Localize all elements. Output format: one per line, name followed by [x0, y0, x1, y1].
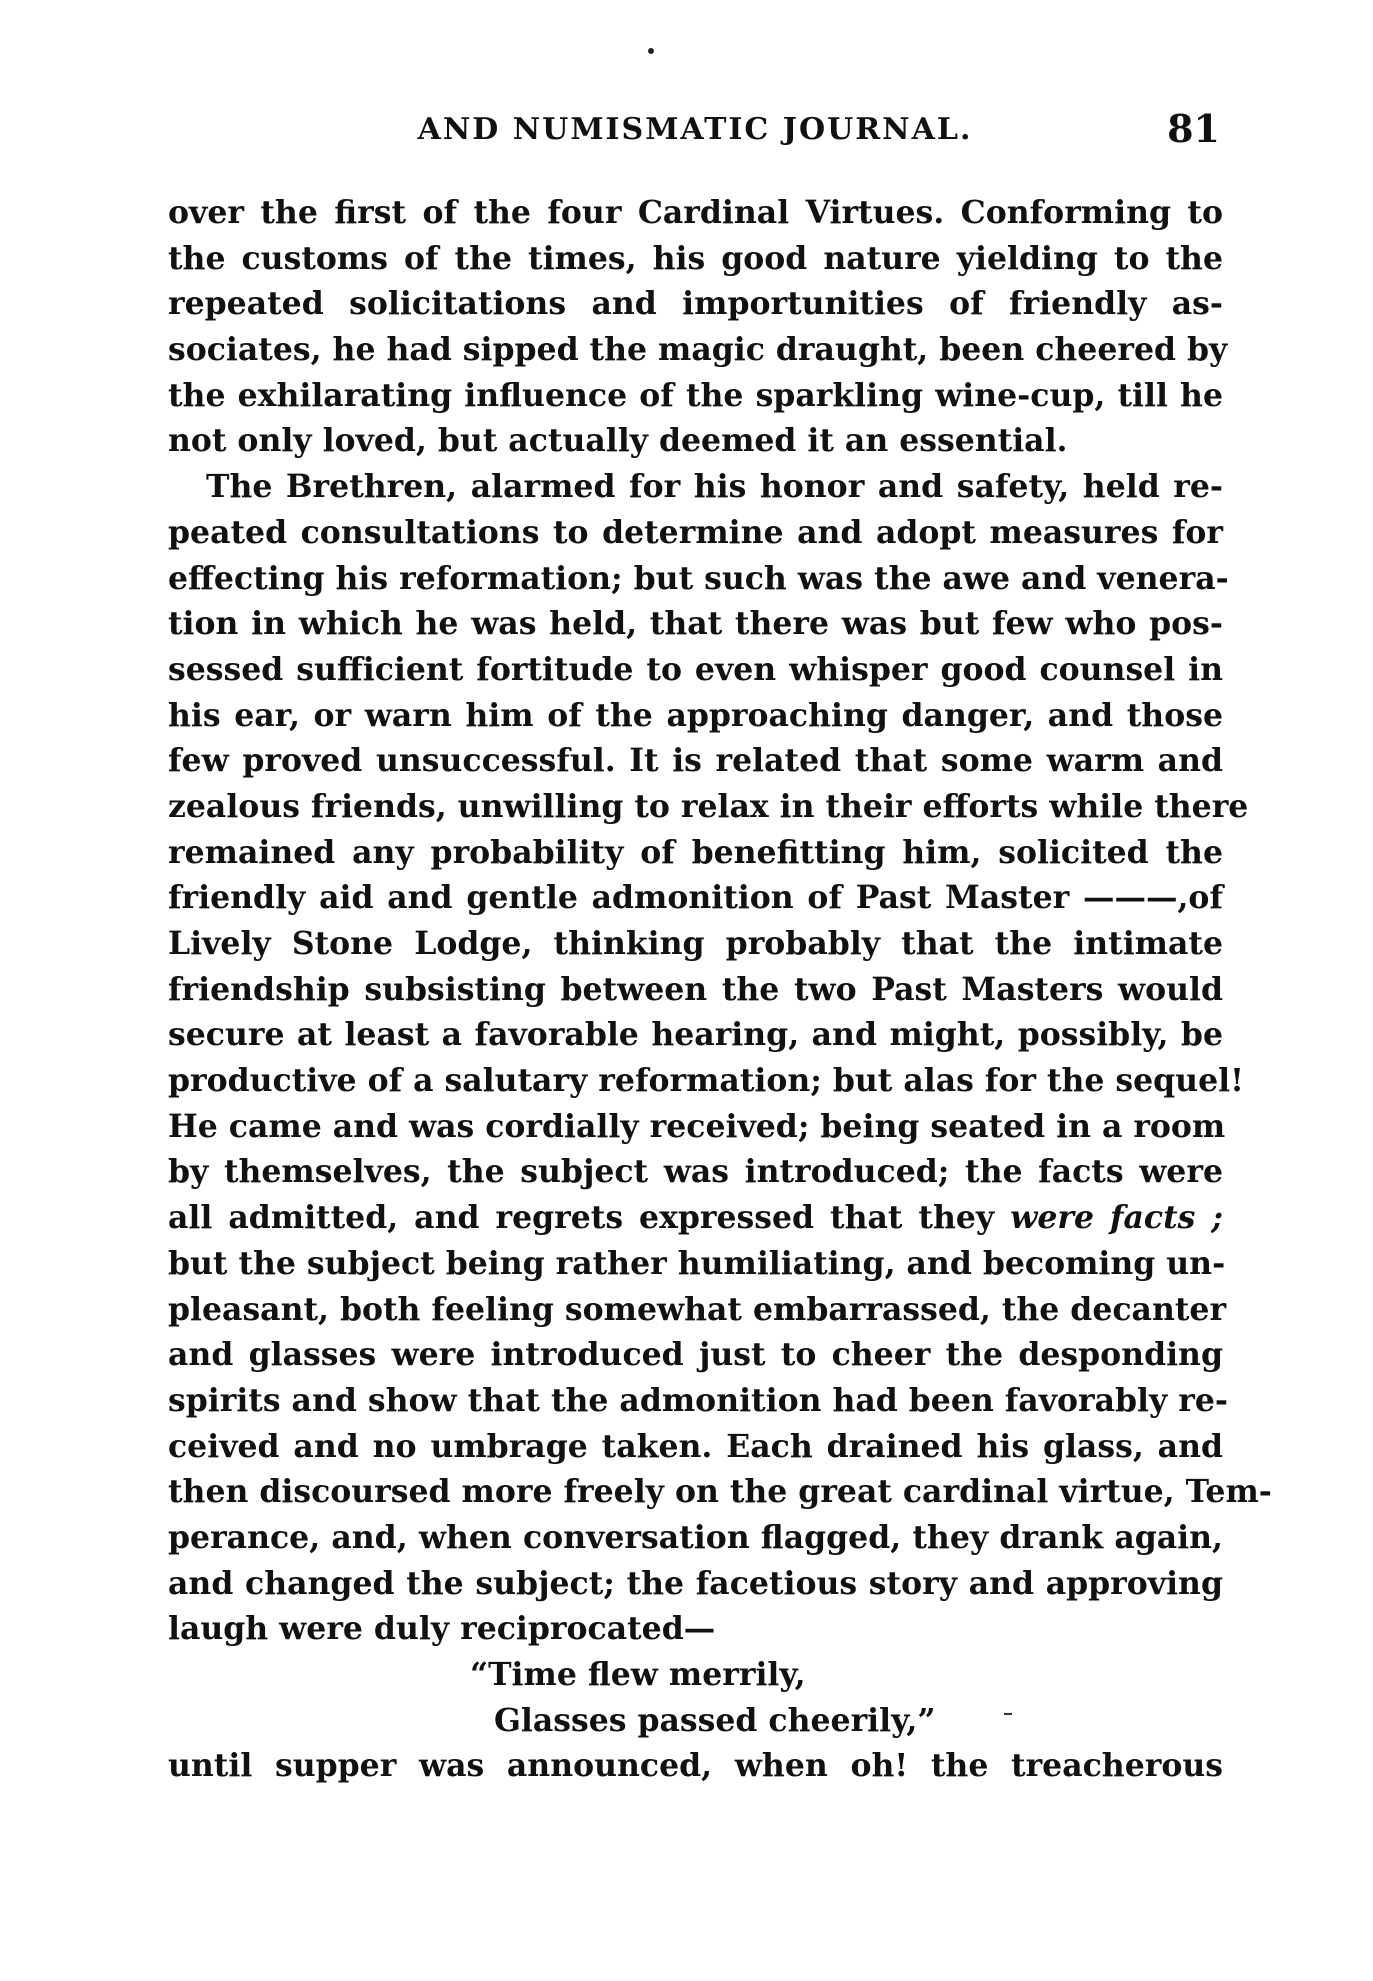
text-line: repeated solicitations and importunities of friendly as-: [168, 285, 1223, 323]
text-line: friendly aid and gentle admonition of Past Master ———,of: [168, 879, 1223, 917]
italic-phrase: were facts ;: [1010, 1199, 1224, 1237]
text-line: effecting his reformation; but such was the awe and venera-: [168, 559, 1229, 597]
text-line: secure at least a favorable hearing, and might, possibly, be: [168, 1016, 1223, 1054]
text-line: spirits and show that the admonition had been favorably re-: [168, 1381, 1228, 1419]
text-line: by themselves, the subject was introduced; the facts were: [168, 1153, 1223, 1191]
text-line: but the subject being rather humiliating, and becoming un-: [168, 1244, 1226, 1282]
text-line: and changed the subject; the facetious story and approving: [168, 1564, 1223, 1602]
text-line: sociates, he had sipped the magic draught, been cheered by: [168, 331, 1228, 369]
text-line-with-italic: [168, 1195, 1223, 1241]
text-line: peated consultations to determine and adopt measures for: [168, 513, 1223, 551]
text-line: productive of a salutary reformation; but alas for the sequel!: [168, 1062, 1244, 1100]
body-text: [168, 190, 1272, 1789]
text-line: friendship subsisting between the two Past Masters would: [168, 970, 1223, 1008]
text-line: his ear, or warn him of the approaching danger, and those: [168, 696, 1223, 734]
verse-line: Glasses passed cheerily,”: [494, 1701, 936, 1739]
text-line: until supper was announced, when oh! the treacherous: [168, 1747, 1223, 1785]
text-line: tion in which he was held, that there was but few who pos-: [168, 605, 1223, 643]
ink-speck: [648, 48, 654, 54]
text-line: over the first of the four Cardinal Virtues. Conforming to: [168, 194, 1223, 231]
text-line: laugh were duly reciprocated—: [168, 1610, 716, 1648]
running-title: AND NUMISMATIC JOURNAL.: [417, 112, 973, 147]
text-line: few proved unsuccessful. It is related that some warm and: [168, 742, 1223, 780]
text-line: and glasses were introduced just to cheer the desponding: [168, 1336, 1223, 1374]
text-line: perance, and, when conversation flagged, they drank again,: [168, 1518, 1223, 1556]
text-line: He came and was cordially received; being seated in a room: [168, 1107, 1226, 1145]
text-line: pleasant, both feeling somewhat embarrassed, the decanter: [168, 1290, 1227, 1328]
text-line: zealous friends, unwilling to relax in their efforts while there: [168, 787, 1249, 825]
page-header: [170, 106, 1220, 156]
text-line: the customs of the times, his good nature yielding to the: [168, 239, 1223, 277]
text-line: the exhilarating influence of the sparkling wine-cup, till he: [168, 376, 1223, 414]
text-line: sessed sufficient fortitude to even whisper good counsel in: [168, 650, 1223, 688]
paragraph-start-line: The Brethren, alarmed for his honor and safety, held re-: [206, 468, 1223, 506]
text-line: ceived and no umbrage taken. Each drained his glass, and: [168, 1427, 1223, 1465]
text-line-segment: all admitted, and regrets expressed that they: [168, 1199, 995, 1237]
text-line: remained any probability of benefitting him, solicited the: [168, 833, 1223, 871]
verse-line: “Time flew merrily,: [470, 1656, 806, 1693]
text-line: then discoursed more freely on the great cardinal virtue, Tem-: [168, 1473, 1272, 1511]
text-line: Lively Stone Lodge, thinking probably that the intimate: [168, 925, 1223, 962]
page-number: 81: [1167, 106, 1220, 151]
text-line: not only loved, but actually deemed it an essential.: [168, 422, 1068, 460]
ink-mark: [1004, 1713, 1012, 1715]
